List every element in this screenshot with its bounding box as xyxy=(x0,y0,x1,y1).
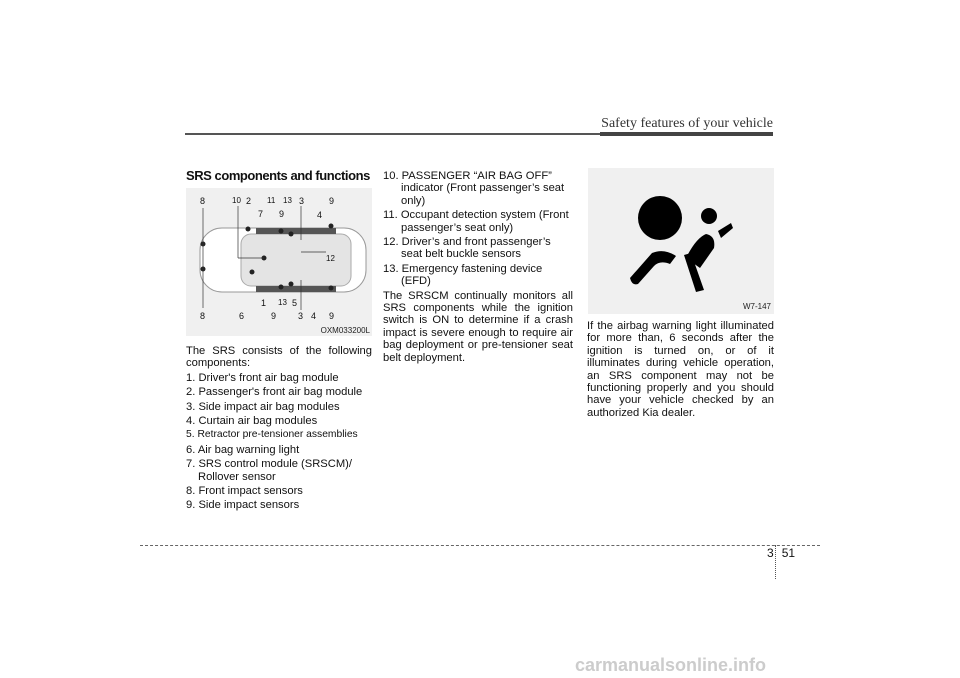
list-item: 2. Passenger's front air bag module xyxy=(186,386,363,399)
page-number-value: 51 xyxy=(781,546,796,560)
warning-light-paragraph: If the airbag warning light illuminated for more than, 6 seconds after the ignition is turned on, or of it illuminates during vehicle operation, an SRS component may not be functioning properly and you should have your vehicle checked by an authorized Kia dealer. xyxy=(587,320,774,419)
section-heading: SRS components and functions xyxy=(186,168,370,183)
callout-label: 13 xyxy=(283,196,292,205)
list-item: 5. Retractor pre-tensioner assemblies xyxy=(186,429,358,441)
callout-label: 12 xyxy=(326,254,335,263)
list-item: 7. SRS control module (SRSCM)/ Rollover sensor xyxy=(186,458,352,483)
list-item: 9. Side impact sensors xyxy=(186,499,300,512)
callout-label: 5 xyxy=(292,298,298,308)
list-item: 1. Driver's front air bag module xyxy=(186,371,339,384)
callout-label: 9 xyxy=(279,209,285,219)
srs-components-diagram xyxy=(186,188,372,336)
section-header: Safety features of your vehicle xyxy=(601,116,773,131)
watermark: carmanualsonline.info xyxy=(575,655,767,675)
callout-label: 4 xyxy=(317,210,323,220)
list-item: 3. Side impact air bag modules xyxy=(186,400,340,413)
column-2 xyxy=(383,170,573,364)
column-3 xyxy=(587,320,774,419)
list-item: 8. Front impact sensors xyxy=(186,485,303,498)
airbag-warning-icon xyxy=(588,168,774,314)
list-item: 4. Curtain air bag modules xyxy=(186,415,318,428)
callout-label: 11 xyxy=(267,196,276,205)
callout-label: 9 xyxy=(271,311,277,321)
srscm-paragraph: The SRSCM continually monitors all SRS components while the ignition switch is ON to determine if a crash impact is severe enough to require air bag deployment or pre-tensioner seat belt deployment. xyxy=(383,289,573,364)
list-item: 13. Emergency fastening device (EFD) xyxy=(383,262,543,288)
list-item: 6. Air bag warning light xyxy=(186,443,300,456)
callout-label: 9 xyxy=(329,311,335,321)
list-item: 11. Occupant detection system (Front passenger’s seat only) xyxy=(383,209,569,234)
callout-label: 2 xyxy=(246,196,252,206)
footer-rule xyxy=(140,545,820,546)
callout-label: 9 xyxy=(329,196,335,206)
figure-code: OXM033200L xyxy=(320,326,370,335)
page-number xyxy=(763,546,799,560)
callout-label: 10 xyxy=(232,196,241,205)
header-rule-thick xyxy=(600,132,773,136)
callout-label: 3 xyxy=(298,311,304,321)
callout-label: 8 xyxy=(200,311,206,321)
callout-label: 1 xyxy=(261,298,267,308)
callout-label: 6 xyxy=(239,311,245,321)
chapter-number: 3 xyxy=(767,546,774,560)
callout-label: 4 xyxy=(311,311,317,321)
callout-label: 13 xyxy=(278,298,287,307)
callout-label: 7 xyxy=(258,209,264,219)
callout-label: 3 xyxy=(299,196,305,206)
callout-label: 8 xyxy=(200,196,206,206)
list-item: 12. Driver’s and front passenger’s seat belt buckle sensors xyxy=(383,236,551,261)
figure-code: W7-147 xyxy=(742,302,771,311)
intro-text: The SRS consists of the following components: xyxy=(186,345,372,370)
list-item: 10. PASSENGER “AIR BAG OFF” indicator (Front passenger’s seat only) xyxy=(383,170,565,207)
airbag-warning-light-figure xyxy=(588,168,774,314)
